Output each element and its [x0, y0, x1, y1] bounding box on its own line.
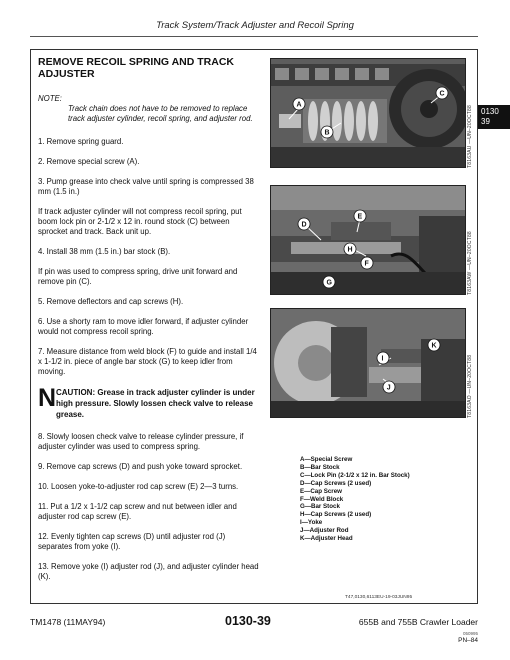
step-8: 8. Slowly loosen check valve to release cylinder pressure, if adjuster cylinder was used to compress spring.	[38, 432, 244, 451]
label-f: F	[364, 260, 369, 268]
step-7: 7. Measure distance from weld block (F) to guide and install 1/4 x 1-1/2 in. piece of angle bar stock (G) to keep idler from moving.	[38, 347, 257, 376]
legend-item: C—Lock Pin (2-1/2 x 12 in. Bar Stock)	[300, 471, 410, 479]
photo-yoke-cap-screws	[270, 185, 466, 295]
step-13: 13. Remove yoke (I) adjuster rod (J), and adjuster cylinder head (K).	[38, 562, 259, 581]
label-b: B	[324, 129, 330, 137]
tab-line-2: 39	[481, 117, 490, 126]
photo-recoil-spring	[270, 58, 466, 168]
legend-item: I—Yoke	[300, 519, 323, 527]
note	[38, 94, 260, 124]
date-code: 050995	[462, 631, 478, 636]
caution-letter: N	[38, 384, 57, 412]
caution-box	[38, 384, 260, 420]
legend-item: H—Cap Screws (2 used)	[300, 511, 372, 519]
photo-three-code: T8163AO —UN–20OCT88	[467, 354, 473, 418]
header-rule	[30, 36, 478, 37]
tab-line-1: 0130	[481, 107, 499, 116]
legend-item: K—Adjuster Head	[300, 535, 353, 543]
label-e: E	[357, 213, 363, 221]
legend-item: G—Bar Stock	[300, 503, 340, 511]
step-9: 9. Remove cap screws (D) and push yoke toward sprocket.	[38, 462, 243, 471]
label-g: G	[326, 279, 332, 287]
label-a: A	[296, 101, 302, 109]
instructions-column	[38, 56, 260, 592]
step-12: 12. Evenly tighten cap screws (D) until adjuster rod (J) separates from yoke (I).	[38, 532, 226, 551]
label-d: D	[301, 221, 307, 229]
page-number: 0130-39	[225, 614, 271, 628]
manual-number: TM1478 (11MAY94)	[30, 617, 106, 627]
step-10: 10. Loosen yoke-to-adjuster rod cap screw (E) 2—3 turns.	[38, 482, 239, 491]
page-code: PN–84	[458, 637, 478, 644]
caution-text: CAUTION: Grease in track adjuster cylinder is under high pressure. Slowly lossen check valve to release grease.	[56, 388, 255, 419]
step-1: 1. Remove spring guard.	[38, 137, 124, 146]
photo-adjuster-rod	[270, 308, 466, 418]
parts-legend	[300, 456, 410, 543]
section-title: REMOVE RECOIL SPRING AND TRACK ADJUSTER	[38, 56, 235, 80]
legend-item: E—Cap Screw	[300, 487, 342, 495]
photo-two-code: T8163AW —UN–20OCT88	[467, 231, 473, 295]
note-label: NOTE:	[38, 94, 62, 103]
legend-item: J—Adjuster Rod	[300, 527, 349, 535]
reference-code: T47,0130,6113EU-19-03JUN95	[345, 595, 413, 600]
label-j: J	[386, 384, 391, 392]
label-k: K	[431, 342, 437, 350]
step-6: 6. Use a shorty ram to move idler forward, if adjuster cylinder would not compress recoil spring.	[38, 317, 249, 336]
step-2: 2. Remove special screw (A).	[38, 157, 140, 166]
label-c: C	[439, 90, 445, 98]
label-h: H	[347, 246, 353, 254]
legend-item: F—Weld Block	[300, 495, 344, 503]
legend-item: A—Special Screw	[300, 456, 353, 463]
legend-item: B—Bar Stock	[300, 463, 340, 471]
label-i: I	[381, 355, 384, 363]
step-11: 11. Put a 1/2 x 1-1/2 cap screw and nut between idler and adjuster rod cap screw (E).	[38, 502, 237, 521]
step-4: 4. Install 38 mm (1.5 in.) bar stock (B).	[38, 247, 171, 256]
step-3-alternate: If track adjuster cylinder will not compress recoil spring, put boom lock pin or 2-1/2 x 12 in. round stock (C) between sprocket and track. Back unit up.	[38, 207, 242, 236]
legend-item: D—Cap Screws (2 used)	[300, 479, 372, 487]
note-text: Track chain does not have to be removed to replace track adjuster cylinder, recoil spring, and adjuster rod.	[68, 104, 253, 123]
photo-one-code: T8163AU —UN–20OCT88	[467, 105, 473, 168]
section-tab	[478, 105, 510, 129]
step-4-followup: If pin was used to compress spring, drive unit forward and remove pin (C).	[38, 267, 238, 286]
step-3: 3. Pump grease into check valve until spring is compressed 38 mm (1.5 in.)	[38, 177, 254, 196]
page-header: Track System/Track Adjuster and Recoil Spring	[156, 20, 354, 31]
machine-title: 655B and 755B Crawler Loader	[358, 617, 478, 627]
step-5: 5. Remove deflectors and cap screws (H).	[38, 297, 184, 306]
